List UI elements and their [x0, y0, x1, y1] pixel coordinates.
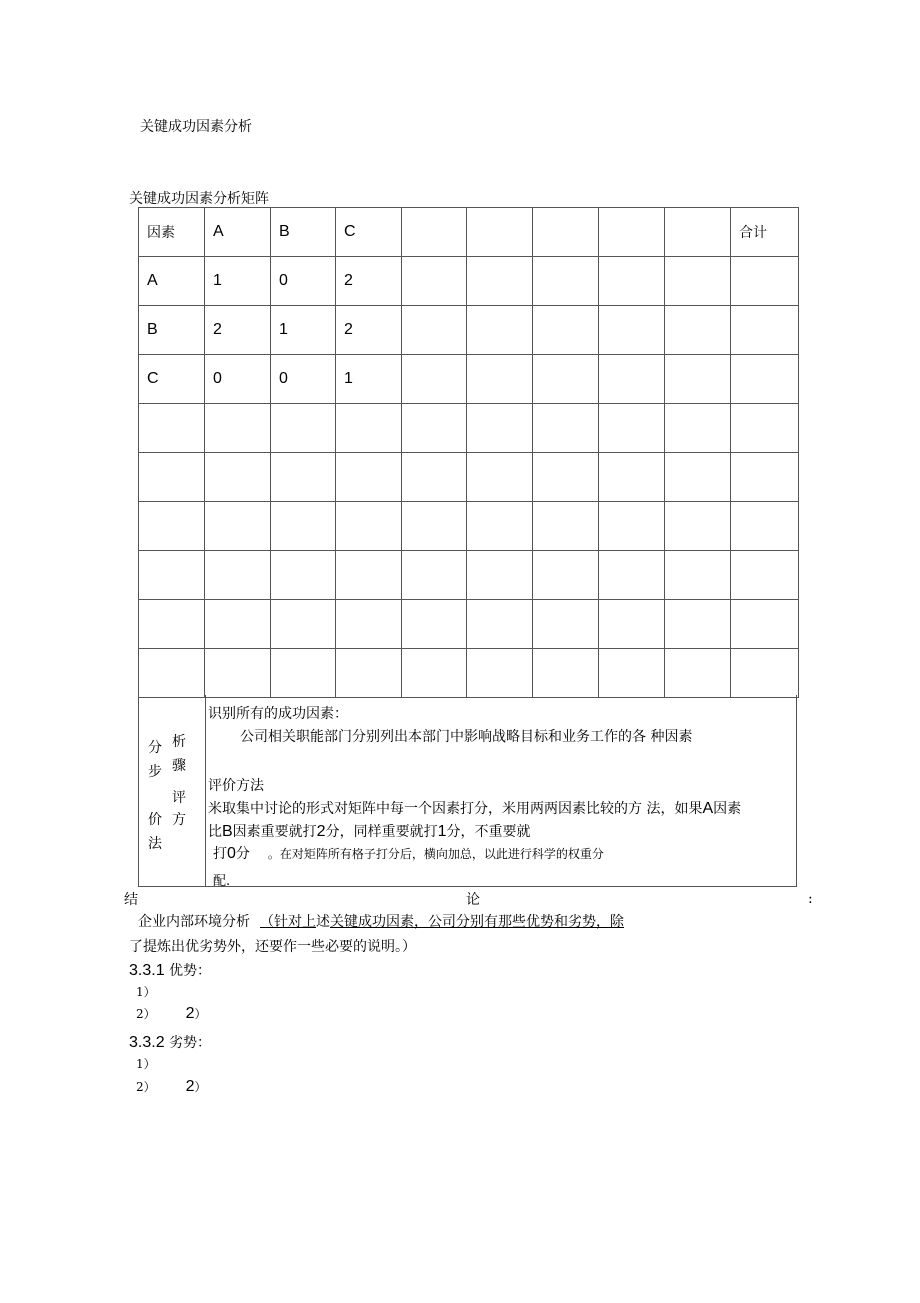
- matrix-cell: [665, 649, 731, 698]
- header-cell: [533, 208, 599, 257]
- header-cell: [599, 208, 665, 257]
- weaknesses-item-2: 2） 2）: [136, 1078, 207, 1095]
- matrix-cell: [731, 306, 799, 355]
- matrix-cell: [533, 502, 599, 551]
- matrix-cell: [139, 649, 205, 698]
- matrix-cell: [336, 649, 402, 698]
- matrix-cell: 0: [205, 355, 271, 404]
- matrix-cell: [533, 600, 599, 649]
- matrix-cell: [467, 551, 533, 600]
- notes-divider: [205, 695, 206, 886]
- header-cell: A: [205, 208, 271, 257]
- internal-analysis-line-2: 了提炼出优劣势外，还要作一些必要的说明。）: [129, 939, 416, 955]
- matrix-cell: [599, 257, 665, 306]
- matrix-row: [139, 306, 799, 355]
- matrix-cell: [336, 404, 402, 453]
- matrix-cell: [467, 404, 533, 453]
- matrix-cell: 2: [336, 257, 402, 306]
- page-title: 关键成功因素分析: [140, 119, 252, 135]
- analysis-notes-box: [138, 695, 797, 887]
- header-cell: C: [336, 208, 402, 257]
- conclusion-label-lun: 论: [466, 892, 480, 908]
- matrix-row: [139, 404, 799, 453]
- factor-matrix-table: [138, 207, 799, 698]
- header-cell: [467, 208, 533, 257]
- weaknesses-item-1: 1）: [136, 1057, 156, 1071]
- matrix-cell: [467, 502, 533, 551]
- side-label-char: 分: [148, 740, 162, 756]
- matrix-cell: 0: [271, 355, 336, 404]
- side-label-char: 方: [172, 812, 186, 828]
- matrix-cell: [533, 257, 599, 306]
- matrix-cell: [139, 502, 205, 551]
- matrix-cell: [205, 404, 271, 453]
- matrix-row: [139, 355, 799, 404]
- matrix-cell: B: [139, 306, 205, 355]
- header-cell: [665, 208, 731, 257]
- matrix-cell: [533, 355, 599, 404]
- method-title: 评价方法: [208, 778, 264, 794]
- matrix-cell: [402, 502, 467, 551]
- matrix-cell: [402, 551, 467, 600]
- side-label-char: 步: [148, 764, 162, 780]
- matrix-cell: 0: [271, 257, 336, 306]
- header-cell: B: [271, 208, 336, 257]
- matrix-cell: [665, 600, 731, 649]
- matrix-cell: [205, 600, 271, 649]
- method-line-4: 配.: [213, 874, 231, 889]
- matrix-cell: [731, 355, 799, 404]
- strengths-heading: 3.3.1 优势：: [129, 962, 212, 979]
- matrix-cell: [336, 453, 402, 502]
- matrix-cell: [271, 600, 336, 649]
- matrix-cell: [467, 257, 533, 306]
- matrix-row: [139, 649, 799, 698]
- matrix-cell: [665, 502, 731, 551]
- matrix-cell: [533, 649, 599, 698]
- method-line-2: 比B因素重要就打2分，同样重要就打1分，不重要就: [208, 823, 531, 840]
- matrix-cell: [533, 551, 599, 600]
- matrix-cell: [402, 306, 467, 355]
- side-label-char: 法: [148, 836, 162, 852]
- matrix-cell: [731, 453, 799, 502]
- matrix-cell: [599, 306, 665, 355]
- matrix-cell: 1: [205, 257, 271, 306]
- matrix-cell: [731, 600, 799, 649]
- matrix-row: [139, 502, 799, 551]
- matrix-cell: [731, 404, 799, 453]
- matrix-cell: [205, 453, 271, 502]
- matrix-row: [139, 257, 799, 306]
- method-line-3: 打0分 。在对矩阵所有格子打分后，横向加总，以此进行科学的权重分: [213, 845, 604, 862]
- matrix-cell: [599, 355, 665, 404]
- strengths-item-2: 2） 2）: [136, 1005, 207, 1022]
- matrix-header-row: [139, 208, 799, 257]
- side-label-char: 评: [172, 790, 186, 806]
- internal-analysis-line-1: 企业内部环境分析 （针对上述关键成功因素，公司分别有那些优势和劣势，除: [138, 914, 624, 930]
- matrix-cell: [665, 306, 731, 355]
- matrix-cell: [467, 355, 533, 404]
- matrix-cell: [665, 257, 731, 306]
- matrix-cell: [271, 453, 336, 502]
- matrix-cell: 2: [205, 306, 271, 355]
- matrix-cell: [271, 551, 336, 600]
- matrix-cell: C: [139, 355, 205, 404]
- matrix-cell: [665, 551, 731, 600]
- matrix-cell: [731, 257, 799, 306]
- matrix-cell: 1: [336, 355, 402, 404]
- matrix-cell: 2: [336, 306, 402, 355]
- matrix-row: [139, 600, 799, 649]
- matrix-cell: [599, 551, 665, 600]
- matrix-cell: [139, 600, 205, 649]
- matrix-cell: 1: [271, 306, 336, 355]
- matrix-cell: [139, 551, 205, 600]
- matrix-cell: [665, 404, 731, 453]
- matrix-title: 关键成功因素分析矩阵: [129, 191, 269, 207]
- matrix-cell: [665, 355, 731, 404]
- matrix-cell: [402, 649, 467, 698]
- matrix-cell: [665, 453, 731, 502]
- header-cell: 因素: [139, 208, 205, 257]
- matrix-cell: [467, 306, 533, 355]
- matrix-cell: [402, 355, 467, 404]
- matrix-cell: [336, 551, 402, 600]
- side-label-char: 骤: [172, 758, 186, 774]
- matrix-cell: [336, 600, 402, 649]
- identify-body: 公司相关职能部门分别列出本部门中影响战略目标和业务工作的各 种因素: [240, 729, 693, 745]
- matrix-cell: [731, 551, 799, 600]
- matrix-cell: [599, 600, 665, 649]
- matrix-row: [139, 453, 799, 502]
- matrix-cell: [402, 600, 467, 649]
- side-label-char: 析: [172, 734, 186, 750]
- header-cell-total: 合计: [731, 208, 799, 257]
- matrix-cell: [599, 453, 665, 502]
- matrix-cell: [205, 502, 271, 551]
- matrix-cell: [336, 502, 402, 551]
- matrix-cell: [205, 649, 271, 698]
- matrix-cell: [467, 600, 533, 649]
- matrix-cell: [139, 404, 205, 453]
- matrix-cell: [402, 257, 467, 306]
- matrix-cell: A: [139, 257, 205, 306]
- matrix-cell: [467, 649, 533, 698]
- matrix-cell: [271, 404, 336, 453]
- conclusion-colon: :: [808, 891, 813, 907]
- side-label-char: 价: [148, 812, 162, 828]
- conclusion-label-jie: 结: [124, 892, 138, 908]
- method-line-1: 米取集中讨论的形式对矩阵中每一个因素打分，米用两两因素比较的方 法，如果A因素: [208, 800, 742, 817]
- identify-title: 识别所有的成功因素：: [208, 706, 348, 722]
- matrix-cell: [599, 404, 665, 453]
- matrix-cell: [731, 502, 799, 551]
- matrix-cell: [402, 453, 467, 502]
- strengths-item-1: 1）: [136, 985, 156, 999]
- matrix-row: [139, 551, 799, 600]
- matrix-cell: [731, 649, 799, 698]
- matrix-cell: [271, 649, 336, 698]
- weaknesses-heading: 3.3.2 劣势：: [129, 1034, 212, 1051]
- matrix-cell: [139, 453, 205, 502]
- matrix-cell: [271, 502, 336, 551]
- matrix-cell: [533, 453, 599, 502]
- header-cell: [402, 208, 467, 257]
- matrix-cell: [599, 649, 665, 698]
- matrix-cell: [533, 306, 599, 355]
- matrix-cell: [467, 453, 533, 502]
- matrix-cell: [533, 404, 599, 453]
- matrix-cell: [402, 404, 467, 453]
- matrix-cell: [205, 551, 271, 600]
- matrix-cell: [599, 502, 665, 551]
